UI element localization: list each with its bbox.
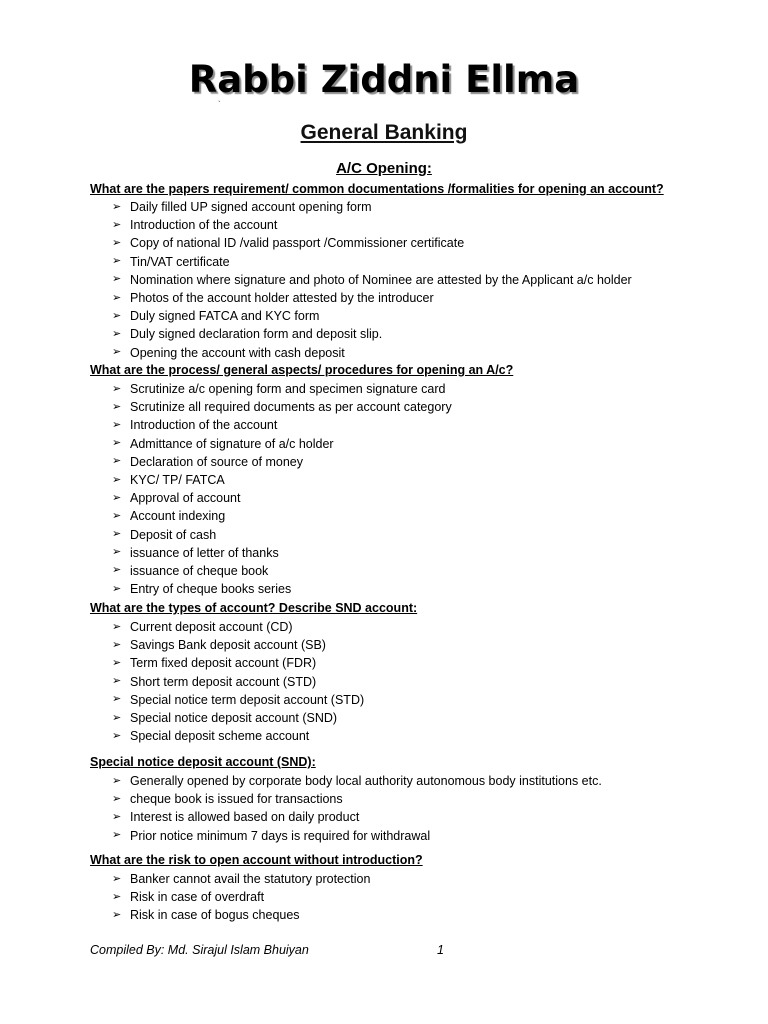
list-item-text: Banker cannot avail the statutory protection (130, 872, 371, 886)
list-item-text: Scrutinize all required documents as per account category (130, 400, 452, 415)
list-item-text: Short term deposit account (STD) (130, 674, 317, 689)
page-number: 1 (437, 943, 444, 957)
arrow-bullet-icon: ➢ (112, 346, 122, 359)
question-heading-1: What are the papers requirement/ common documentations /formalities for opening an account? (90, 182, 664, 196)
arrow-bullet-icon: ➢ (112, 829, 122, 842)
list-item (112, 580, 452, 598)
arrow-bullet-icon: ➢ (112, 509, 122, 522)
arrow-bullet-icon: ➢ (112, 418, 122, 431)
list-item-text: issuance of letter of thanks (130, 545, 279, 560)
list-item-text: Copy of national ID /valid passport /Commissioner certificate (130, 236, 465, 251)
list-item-text: Term fixed deposit account (FDR) (130, 656, 317, 671)
list-item (112, 673, 364, 691)
arrow-bullet-icon: ➢ (112, 400, 122, 413)
list-item-text: Duly signed declaration form and deposit slip. (130, 327, 383, 342)
list-item (112, 888, 370, 906)
arrow-bullet-icon: ➢ (112, 620, 122, 633)
list-item-text: Tin/VAT certificate (130, 254, 230, 269)
list-item (112, 691, 364, 709)
arrow-bullet-icon: ➢ (112, 236, 122, 249)
question-heading-3: What are the types of account? Describe SND account: (90, 601, 418, 615)
list-item-text: Admittance of signature of a/c holder (130, 436, 334, 451)
list-item-text: Photos of the account holder attested by the introducer (130, 290, 434, 305)
list-item-text: Savings Bank deposit account (SB) (130, 638, 326, 653)
list-item (112, 453, 452, 471)
list-item-text: Generally opened by corporate body local authority autonomous body institutions etc. (130, 774, 602, 788)
list-item-text: Introduction of the account (130, 418, 278, 433)
arrow-bullet-icon: ➢ (112, 255, 122, 268)
arrow-bullet-icon: ➢ (112, 872, 122, 885)
list-item-text: Duly signed FATCA and KYC form (130, 309, 320, 324)
list-item-text: Introduction of the account (130, 218, 278, 233)
list-item (112, 234, 632, 252)
arrow-bullet-icon: ➢ (112, 729, 122, 742)
list-item (112, 562, 452, 580)
arrow-bullet-icon: ➢ (112, 792, 122, 805)
list-item (112, 654, 364, 672)
list-item-text: Risk in case of overdraft (130, 890, 265, 905)
arrow-bullet-icon: ➢ (112, 546, 122, 559)
bullet-list-3 (112, 618, 364, 745)
list-item (112, 906, 370, 924)
bullet-list-5 (112, 870, 370, 925)
bullet-list-1 (112, 198, 632, 362)
list-item (112, 507, 452, 525)
list-item (112, 636, 364, 654)
arrow-bullet-icon: ➢ (112, 473, 122, 486)
list-item (112, 808, 602, 826)
list-item (112, 398, 452, 416)
list-item (112, 489, 452, 507)
list-item-text: Opening the account with cash deposit (130, 345, 345, 360)
list-item (112, 271, 632, 289)
arrow-bullet-icon: ➢ (112, 200, 122, 213)
arrow-bullet-icon: ➢ (112, 582, 122, 595)
list-item (112, 416, 452, 434)
arrow-bullet-icon: ➢ (112, 656, 122, 669)
list-item-text: KYC/ TP/ FATCA (130, 472, 225, 487)
list-item (112, 253, 632, 271)
question-heading-4: Special notice deposit account (SND): (90, 755, 316, 769)
arrow-bullet-icon: ➢ (112, 890, 122, 903)
arrow-bullet-icon: ➢ (112, 908, 122, 921)
list-item-text: Current deposit account (CD) (130, 620, 293, 634)
arrow-bullet-icon: ➢ (112, 455, 122, 468)
list-item-text: Scrutinize a/c opening form and specimen signature card (130, 382, 446, 396)
list-item (112, 526, 452, 544)
question-heading-5: What are the risk to open account without introduction? (90, 853, 423, 867)
list-item-text: Risk in case of bogus cheques (130, 908, 300, 923)
list-item (112, 727, 364, 745)
list-item (112, 307, 632, 325)
list-item-text: Daily filled UP signed account opening form (130, 200, 372, 214)
arrow-bullet-icon: ➢ (112, 273, 122, 286)
arrow-bullet-icon: ➢ (112, 810, 122, 823)
list-item-text: Approval of account (130, 491, 241, 506)
bullet-list-2 (112, 380, 452, 598)
list-item (112, 471, 452, 489)
arrow-bullet-icon: ➢ (112, 491, 122, 504)
list-item (112, 618, 364, 636)
arrow-bullet-icon: ➢ (112, 309, 122, 322)
list-item-text: Entry of cheque books series (130, 582, 292, 597)
list-item-text: Nomination where signature and photo of Nominee are attested by the Applicant a/c holder (130, 272, 632, 287)
list-item (112, 790, 602, 808)
list-item-text: Account indexing (130, 509, 226, 524)
question-heading-2: What are the process/ general aspects/ procedures for opening an A/c? (90, 363, 514, 377)
list-item-text: Prior notice minimum 7 days is required for withdrawal (130, 828, 431, 843)
stray-mark: ` (218, 100, 221, 109)
list-item-text: Declaration of source of money (130, 454, 304, 469)
arrow-bullet-icon: ➢ (112, 218, 122, 231)
arrow-bullet-icon: ➢ (112, 528, 122, 541)
footer-compiled-by: Compiled By: Md. Sirajul Islam Bhuiyan (90, 943, 309, 957)
list-item-text: Interest is allowed based on daily product (130, 810, 360, 825)
arrow-bullet-icon: ➢ (112, 437, 122, 450)
list-item (112, 344, 632, 362)
list-item-text: cheque book is issued for transactions (130, 792, 343, 807)
arrow-bullet-icon: ➢ (112, 711, 122, 724)
arrow-bullet-icon: ➢ (112, 638, 122, 651)
list-item (112, 772, 602, 790)
list-item (112, 289, 632, 307)
arrow-bullet-icon: ➢ (112, 564, 122, 577)
document-subtitle: General Banking (300, 121, 468, 144)
document-title: Rabbi Ziddni Ellma (188, 58, 580, 101)
bullet-list-4 (112, 772, 602, 845)
list-item-text: Special notice term deposit account (STD) (130, 692, 365, 707)
list-item (112, 198, 632, 216)
list-item (112, 709, 364, 727)
list-item (112, 380, 452, 398)
list-item (112, 827, 602, 845)
arrow-bullet-icon: ➢ (112, 327, 122, 340)
list-item (112, 216, 632, 234)
arrow-bullet-icon: ➢ (112, 675, 122, 688)
arrow-bullet-icon: ➢ (112, 774, 122, 787)
arrow-bullet-icon: ➢ (112, 291, 122, 304)
section-heading: A/C Opening: (336, 160, 432, 177)
arrow-bullet-icon: ➢ (112, 693, 122, 706)
list-item (112, 435, 452, 453)
list-item-text: issuance of cheque book (130, 563, 269, 578)
list-item (112, 544, 452, 562)
list-item (112, 870, 370, 888)
list-item (112, 325, 632, 343)
list-item-text: Special notice deposit account (SND) (130, 710, 338, 725)
list-item-text: Special deposit scheme account (130, 729, 310, 744)
arrow-bullet-icon: ➢ (112, 382, 122, 395)
list-item-text: Deposit of cash (130, 527, 217, 542)
